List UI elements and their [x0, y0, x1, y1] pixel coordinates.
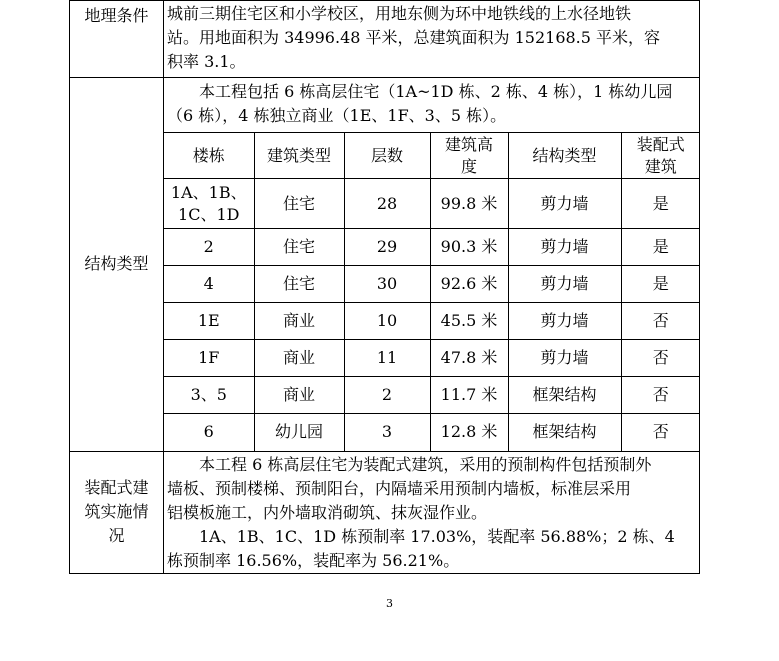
table-row [164, 340, 700, 377]
cell-prefab: 否 [621, 414, 700, 451]
cell-type: 幼儿园 [254, 414, 344, 451]
cell-floors: 28 [344, 179, 430, 229]
table-row [164, 377, 700, 414]
cell-floors: 10 [344, 303, 430, 340]
table-row [164, 303, 700, 340]
geography-line: 积率 3.1。 [167, 52, 246, 71]
prefab-impl-line: 铝模板施工，内外墙取消砌筑、抹灰湿作业。 [167, 502, 488, 522]
cell-type: 商业 [254, 303, 344, 340]
cell-floors: 3 [344, 414, 430, 451]
prefab-impl-line: 墙板、预制楼梯、预制阳台，内隔墙采用预制内墙板，标准层采用 [167, 478, 632, 498]
cell-type: 商业 [254, 340, 344, 377]
prefab-impl-row [70, 451, 700, 573]
geography-text [164, 1, 700, 78]
cell-type: 住宅 [254, 229, 344, 266]
cell-prefab: 是 [621, 266, 700, 303]
col-header-prefab: 装配式 建筑 [621, 133, 700, 179]
structure-content [164, 78, 700, 452]
structure-label: 结构类型 [70, 78, 164, 452]
page-number: 3 [386, 597, 393, 610]
cell-prefab: 否 [621, 377, 700, 414]
table-row [164, 179, 700, 229]
prefab-impl-text [164, 451, 700, 573]
cell-prefab: 是 [621, 229, 700, 266]
cell-structure: 剪力墙 [508, 303, 621, 340]
structure-intro-line: 本工程包括 6 栋高层住宅（1A~1D 栋、2 栋、4 栋），1 栋幼儿园 [199, 82, 673, 101]
cell-height: 99.8 米 [430, 179, 508, 229]
cell-height: 92.6 米 [430, 266, 508, 303]
cell-floors: 11 [344, 340, 430, 377]
building-table [164, 132, 700, 451]
geography-row [70, 1, 700, 78]
prefab-impl-line: 1A、1B、1C、1D 栋预制率 17.03%，装配率 56.88%；2 栋、4 [199, 526, 675, 546]
prefab-impl-line: 本工程 6 栋高层住宅为装配式建筑，采用的预制构件包括预制外 [199, 454, 652, 474]
table-row [164, 266, 700, 303]
cell-height: 90.3 米 [430, 229, 508, 266]
table-row [164, 229, 700, 266]
geography-line: 站。用地面积为 34996.48 平米，总建筑面积为 152168.5 平米，容 [167, 28, 661, 47]
geography-label: 地理条件 [70, 1, 164, 78]
structure-intro-line: （6 栋），4 栋独立商业（1E、1F、3、5 栋）。 [167, 106, 507, 125]
project-info-table [69, 0, 700, 574]
cell-height: 11.7 米 [430, 377, 508, 414]
cell-building: 1A、1B、 1C、1D [164, 179, 254, 229]
prefab-impl-label: 装配式建 筑实施情 况 [70, 451, 164, 573]
table-row [164, 414, 700, 451]
prefab-impl-line: 栋预制率 16.56%，装配率为 56.21%。 [167, 550, 460, 570]
document-page [69, 0, 700, 574]
cell-floors: 29 [344, 229, 430, 266]
cell-building: 4 [164, 266, 254, 303]
cell-prefab: 否 [621, 303, 700, 340]
cell-building: 1E [164, 303, 254, 340]
cell-height: 12.8 米 [430, 414, 508, 451]
cell-building: 6 [164, 414, 254, 451]
cell-prefab: 是 [621, 179, 700, 229]
structure-row [70, 78, 700, 452]
cell-building: 1F [164, 340, 254, 377]
col-header-floors: 层数 [344, 133, 430, 179]
cell-structure: 框架结构 [508, 377, 621, 414]
cell-prefab: 否 [621, 340, 700, 377]
geography-line: 城前三期住宅区和小学校区，用地东侧为环中地铁线的上水径地铁 [167, 4, 632, 23]
cell-building: 3、5 [164, 377, 254, 414]
cell-structure: 框架结构 [508, 414, 621, 451]
cell-type: 住宅 [254, 266, 344, 303]
cell-floors: 30 [344, 266, 430, 303]
cell-building: 2 [164, 229, 254, 266]
cell-structure: 剪力墙 [508, 340, 621, 377]
cell-structure: 剪力墙 [508, 179, 621, 229]
col-header-structure: 结构类型 [508, 133, 621, 179]
cell-type: 商业 [254, 377, 344, 414]
col-header-height: 建筑高 度 [430, 133, 508, 179]
structure-intro [164, 78, 699, 132]
cell-height: 47.8 米 [430, 340, 508, 377]
cell-height: 45.5 米 [430, 303, 508, 340]
cell-type: 住宅 [254, 179, 344, 229]
cell-structure: 剪力墙 [508, 229, 621, 266]
building-table-header [164, 133, 700, 179]
col-header-type: 建筑类型 [254, 133, 344, 179]
cell-structure: 剪力墙 [508, 266, 621, 303]
cell-floors: 2 [344, 377, 430, 414]
col-header-building: 楼栋 [164, 133, 254, 179]
